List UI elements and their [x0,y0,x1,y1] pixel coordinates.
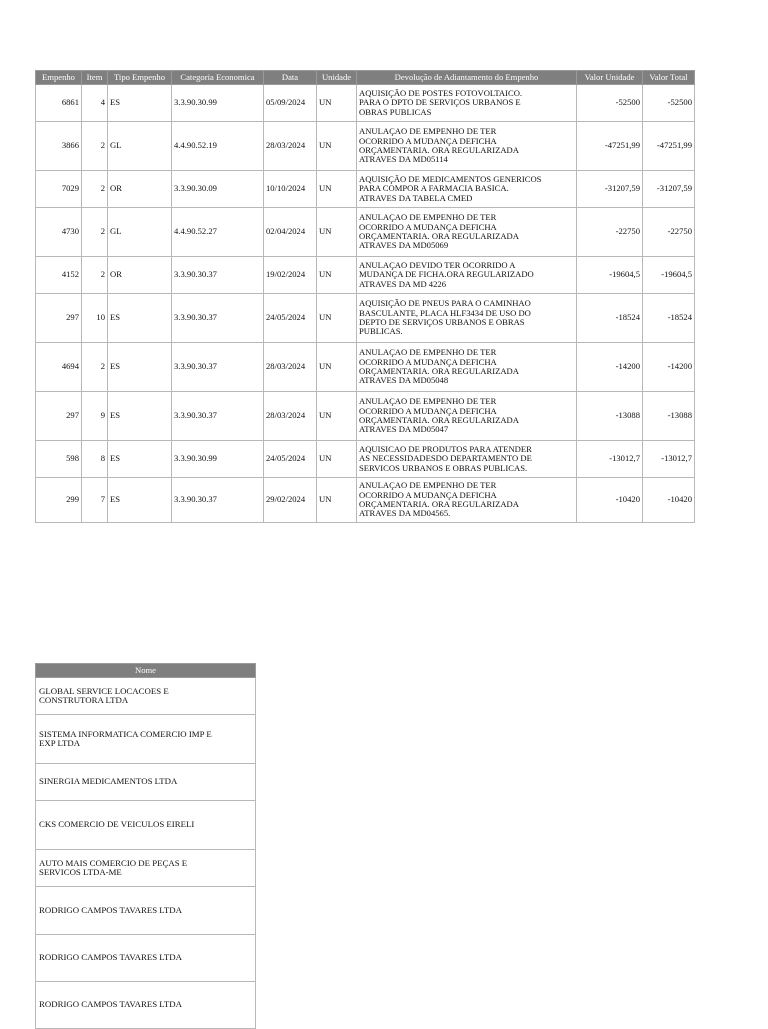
table-row [36,122,695,171]
cell-categoria: 3.3.90.30.99 [172,441,264,478]
cell-item: 7 [82,478,108,523]
cell-valor-unidade: -18524 [577,294,643,343]
cell-unidade: UN [317,208,357,257]
cell-unidade: UN [317,478,357,523]
cell-categoria: 3.3.90.30.37 [172,343,264,392]
cell-data: 05/09/2024 [264,85,317,122]
table-row [36,171,695,208]
cell-tipo-empenho: ES [108,294,172,343]
list-item [36,678,256,715]
cell-tipo-empenho: ES [108,85,172,122]
cell-unidade: UN [317,294,357,343]
header-tipo-empenho: Tipo Empenho [108,71,172,85]
cell-valor-total: -18524 [643,294,695,343]
cell-valor-unidade: -10420 [577,478,643,523]
cell-valor-unidade: -14200 [577,343,643,392]
cell-descricao: ANULAÇAO DE EMPENHO DE TER OCORRIDO A MUDANÇA DEFICHA ORÇAMENTARIA. ORA REGULARIZADA ATRAVES DA MD05069 [357,208,577,257]
cell-valor-total: -47251,99 [643,122,695,171]
table-row [36,392,695,441]
list-item [36,801,256,850]
empenho-table [35,70,695,523]
cell-item: 2 [82,122,108,171]
cell-valor-unidade: -31207,59 [577,171,643,208]
cell-data: 24/05/2024 [264,294,317,343]
cell-item: 2 [82,343,108,392]
cell-descricao: AQUISIÇÃO DE POSTES FOTOVOLTAICO. PARA O DPTO DE SERVIÇOS URBANOS E OBRAS PUBLICAS [357,85,577,122]
cell-empenho: 297 [36,294,82,343]
cell-nome: SINERGIA MEDICAMENTOS LTDA [36,764,256,801]
list-item [36,764,256,801]
table-row [36,441,695,478]
table-row [36,257,695,294]
cell-categoria: 4.4.90.52.27 [172,208,264,257]
header-categoria-economica: Categoria Economica [172,71,264,85]
header-unidade: Unidade [317,71,357,85]
table-row [36,343,695,392]
cell-nome: GLOBAL SERVICE LOCACOES E CONSTRUTORA LTDA [36,678,256,715]
table-row [36,208,695,257]
cell-empenho: 4152 [36,257,82,294]
cell-data: 29/02/2024 [264,478,317,523]
cell-valor-unidade: -13012,7 [577,441,643,478]
cell-valor-total: -52500 [643,85,695,122]
cell-empenho: 3866 [36,122,82,171]
list-item [36,850,256,887]
cell-categoria: 3.3.90.30.37 [172,392,264,441]
cell-categoria: 3.3.90.30.37 [172,257,264,294]
cell-valor-total: -14200 [643,343,695,392]
list-item [36,935,256,982]
cell-tipo-empenho: GL [108,122,172,171]
cell-valor-total: -22750 [643,208,695,257]
cell-unidade: UN [317,257,357,294]
cell-tipo-empenho: ES [108,343,172,392]
cell-categoria: 3.3.90.30.37 [172,478,264,523]
cell-valor-total: -13012,7 [643,441,695,478]
cell-empenho: 297 [36,392,82,441]
names-table [35,663,256,1029]
cell-item: 2 [82,208,108,257]
list-item [36,715,256,764]
cell-data: 02/04/2024 [264,208,317,257]
cell-tipo-empenho: GL [108,208,172,257]
cell-item: 9 [82,392,108,441]
cell-empenho: 598 [36,441,82,478]
cell-data: 28/03/2024 [264,392,317,441]
cell-unidade: UN [317,343,357,392]
cell-nome: RODRIGO CAMPOS TAVARES LTDA [36,935,256,982]
cell-valor-unidade: -13088 [577,392,643,441]
cell-valor-total: -10420 [643,478,695,523]
cell-descricao: AQUISIÇÃO DE MEDICAMENTOS GENERICOS PARA COMPOR A FARMACIA BASICA. ATRAVES DA TABELA CMED [357,171,577,208]
cell-data: 24/05/2024 [264,441,317,478]
cell-valor-unidade: -19604,5 [577,257,643,294]
cell-categoria: 3.3.90.30.09 [172,171,264,208]
cell-tipo-empenho: ES [108,478,172,523]
cell-tipo-empenho: ES [108,441,172,478]
cell-descricao: ANULAÇAO DEVIDO TER OCORRIDO A MUDANÇA DE FICHA.ORA REGULARIZADO ATRAVES DA MD 4226 [357,257,577,294]
cell-tipo-empenho: OR [108,257,172,294]
cell-valor-total: -13088 [643,392,695,441]
header-valor-total: Valor Total [643,71,695,85]
cell-unidade: UN [317,441,357,478]
table-header-row [36,71,695,85]
header-valor-unidade: Valor Unidade [577,71,643,85]
cell-valor-unidade: -52500 [577,85,643,122]
cell-unidade: UN [317,171,357,208]
cell-unidade: UN [317,122,357,171]
cell-valor-unidade: -22750 [577,208,643,257]
list-item [36,982,256,1029]
cell-nome: RODRIGO CAMPOS TAVARES LTDA [36,887,256,935]
cell-unidade: UN [317,85,357,122]
cell-valor-total: -19604,5 [643,257,695,294]
cell-item: 10 [82,294,108,343]
header-nome: Nome [36,664,256,678]
cell-item: 4 [82,85,108,122]
table-row [36,85,695,122]
cell-nome: AUTO MAIS COMERCIO DE PEÇAS E SERVICOS LTDA-ME [36,850,256,887]
cell-categoria: 3.3.90.30.99 [172,85,264,122]
cell-descricao: AQUISICAO DE PRODUTOS PARA ATENDER AS NECESSIDADESDO DEPARTAMENTO DE SERVICOS URBANOS E OBRAS PUBLICAS. [357,441,577,478]
cell-empenho: 7029 [36,171,82,208]
cell-descricao: ANULAÇAO DE EMPENHO DE TER OCORRIDO A MUDANÇA DEFICHA ORÇAMENTARIA. ORA REGULARIZADA ATRAVES DA MD05047 [357,392,577,441]
cell-empenho: 4694 [36,343,82,392]
cell-descricao: ANULAÇAO DE EMPENHO DE TER OCORRIDO A MUDANÇA DEFICHA ORÇAMENTARIA. ORA REGULARIZADA ATRAVES DA MD05048 [357,343,577,392]
cell-item: 2 [82,171,108,208]
header-devolucao: Devolução de Adiantamento do Empenho [357,71,577,85]
cell-descricao: AQUISIÇÃO DE PNEUS PARA O CAMINHAO BASCULANTE, PLACA HLF3434 DE USO DO DEPTO DE SERVIÇOS URBANOS E OBRAS PUBLICAS. [357,294,577,343]
cell-categoria: 4.4.90.52.19 [172,122,264,171]
cell-nome: SISTEMA INFORMATICA COMERCIO IMP E EXP LTDA [36,715,256,764]
cell-descricao: ANULAÇAO DE EMPENHO DE TER OCORRIDO A MUDANÇA DEFICHA ORÇAMENTARIA. ORA REGULARIZADA ATRAVES DA MD05114 [357,122,577,171]
cell-empenho: 299 [36,478,82,523]
cell-empenho: 6861 [36,85,82,122]
cell-valor-unidade: -47251,99 [577,122,643,171]
cell-data: 19/02/2024 [264,257,317,294]
cell-nome: RODRIGO CAMPOS TAVARES LTDA [36,982,256,1029]
table-row [36,294,695,343]
cell-data: 10/10/2024 [264,171,317,208]
list-item [36,887,256,935]
cell-tipo-empenho: ES [108,392,172,441]
names-header-row [36,664,256,678]
table-row [36,478,695,523]
cell-data: 28/03/2024 [264,343,317,392]
header-data: Data [264,71,317,85]
cell-categoria: 3.3.90.30.37 [172,294,264,343]
cell-unidade: UN [317,392,357,441]
cell-empenho: 4730 [36,208,82,257]
cell-item: 8 [82,441,108,478]
cell-tipo-empenho: OR [108,171,172,208]
cell-nome: CKS COMERCIO DE VEICULOS EIRELI [36,801,256,850]
cell-item: 2 [82,257,108,294]
header-empenho: Empenho [36,71,82,85]
cell-valor-total: -31207,59 [643,171,695,208]
header-item: Item [82,71,108,85]
cell-data: 28/03/2024 [264,122,317,171]
cell-descricao: ANULAÇAO DE EMPENHO DE TER OCORRIDO A MUDANÇA DEFICHA ORÇAMENTARIA. ORA REGULARIZADA ATRAVES DA MD04565. [357,478,577,523]
